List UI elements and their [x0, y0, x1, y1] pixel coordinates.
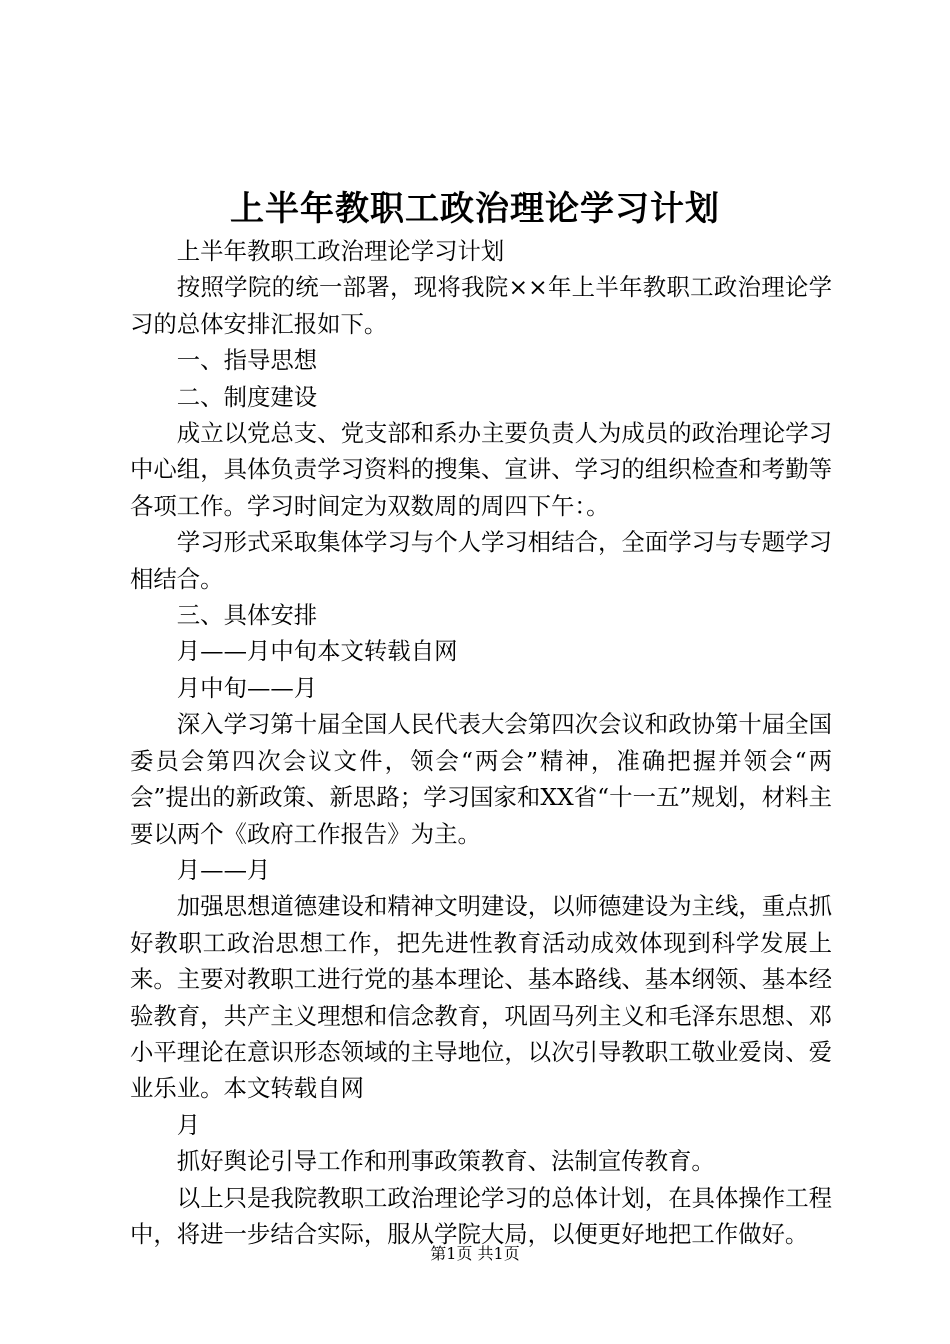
- paragraph: 加强思想道德建设和精神文明建设，以师德建设为主线，重点抓好教职工政治思想工作，把先进性教育活动成效体现到科学发展上来。主要对教职工进行党的基本理论、基本路线、基本纲领、基本经验教育，共产主义理想和信念教育，巩固马列主义和毛泽东思想、邓小平理论在意识形态领域的主导地位，以次引导教职工敬业爱岗、爱业乐业。本文转载自网: [130, 892, 832, 1103]
- paragraph: 抓好舆论引导工作和刑事政策教育、法制宣传教育。: [176, 1147, 715, 1176]
- paragraph: 学习形式采取集体学习与个人学习相结合，全面学习与专题学习相结合。: [130, 528, 832, 593]
- paragraph: 成立以党总支、党支部和系办主要负责人为成员的政治理论学习中心组，具体负责学习资料的搜集、宣讲、学习的组织检查和考勤等各项工作。学习时间定为双数周的周四下午：。: [130, 419, 832, 520]
- paragraph: 上半年教职工政治理论学习计划: [176, 237, 505, 265]
- schedule-period: 月: [176, 1110, 201, 1139]
- section-heading: 三、具体安排: [176, 601, 318, 630]
- document-body: [130, 233, 832, 1252]
- schedule-period: 月——月: [176, 855, 271, 884]
- paragraph: 以上只是我院教职工政治理论学习的总体计划，在具体操作工程中，将进一步结合实际，服从学院大局，以便更好地把工作做好。: [130, 1183, 832, 1248]
- paragraph: 深入学习第十届全国人民代表大会第四次会议和政协第十届全国委员会第四次会议文件，领会“两会”精神，准确把握并领会“两会”提出的新政策、新思路；学习国家和XX省“十一五”规划，材料主要以两个《政府工作报告》为主。: [130, 710, 832, 848]
- section-heading: 二、制度建设: [176, 382, 318, 411]
- schedule-period: 月中旬——月: [176, 673, 318, 702]
- section-heading: 一、指导思想: [176, 346, 318, 375]
- schedule-period: 月——月中旬本文转载自网: [176, 637, 458, 666]
- document-title: 上半年教职工政治理论学习计划: [230, 189, 720, 229]
- page-number-footer: 第1页 共1页: [430, 1244, 520, 1263]
- paragraph: 按照学院的统一部署，现将我院××年上半年教职工政治理论学习的总体安排汇报如下。: [130, 273, 832, 338]
